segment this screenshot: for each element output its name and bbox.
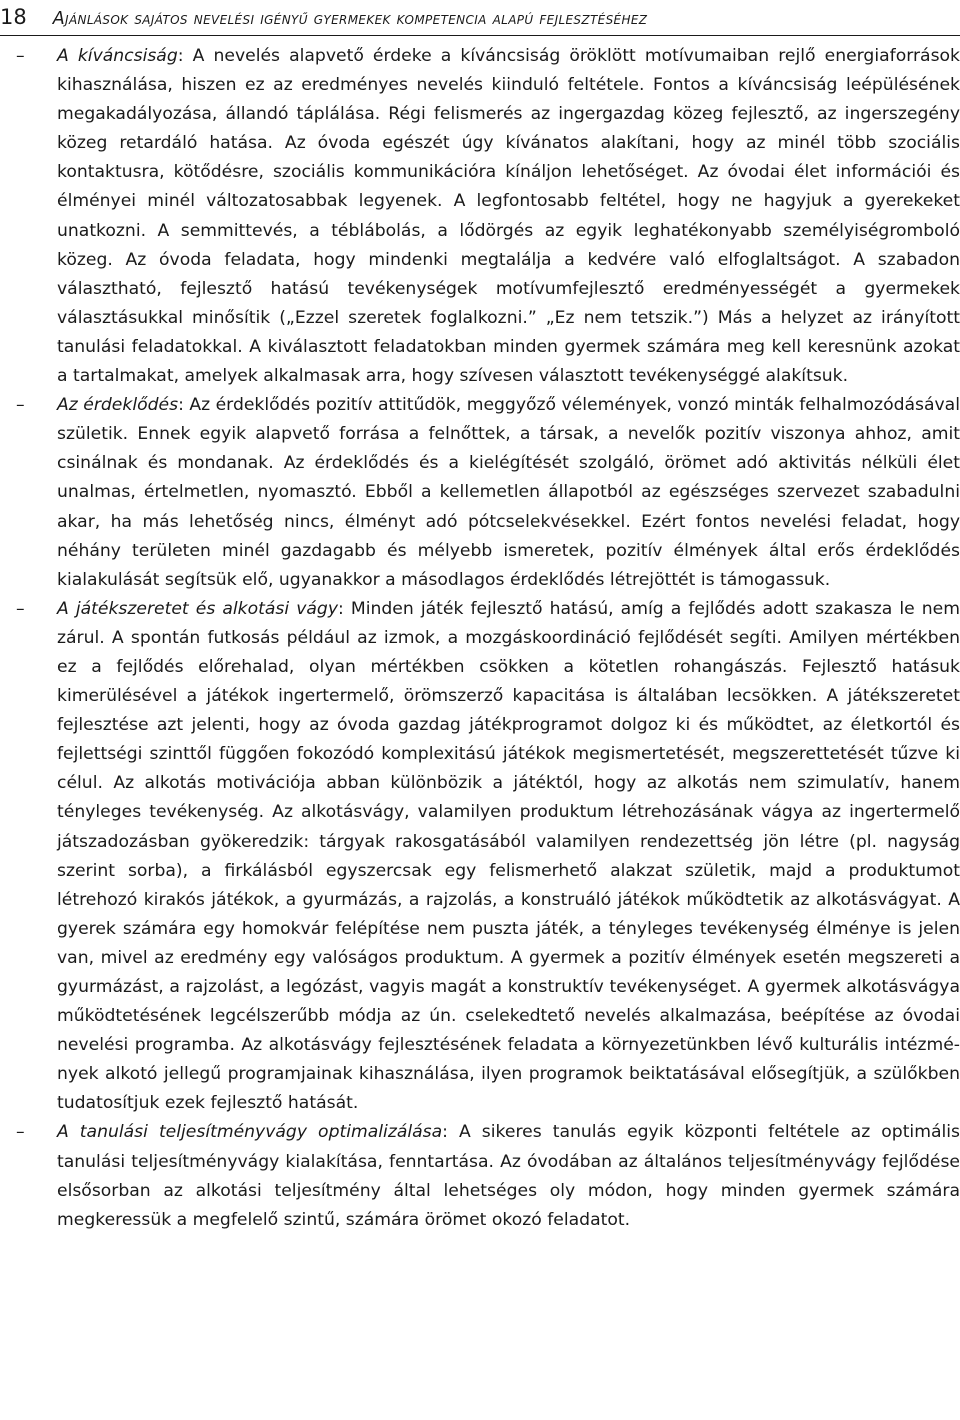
list-item-term: A tanulási teljesítményvágy optimalizálása bbox=[57, 1122, 443, 1143]
body-text bbox=[0, 42, 960, 1235]
dash-bullet: – bbox=[16, 598, 25, 619]
list-item-curiosity bbox=[0, 42, 960, 391]
list-item-term: Az érdeklődés bbox=[57, 395, 179, 416]
list-item-term: A kíváncsiság bbox=[57, 46, 178, 66]
list-item-interest bbox=[0, 391, 960, 595]
dash-bullet: – bbox=[16, 1122, 25, 1143]
list-item-term: A játékszeretet és alkotási vágy bbox=[57, 598, 339, 619]
list-item-text: : A nevelés alapvető érdeke a kíváncsiság öröklött motívumaiban rejlő energiaforrások kihasználása, hiszen ez az eredményes nevelés kiinduló feltétele. Fontos a kíváncsiság leépülésének megakadályozása, állandó táplálása. Régi felismerés az ingergazdag közeg fejlesztő, az ingerszegény közeg retardáló hatása. Az óvoda egészét úgy kívánatos alakítani, hogy az minél több szociális kontaktusra, kötődésre, szociális kommunikációra kínáljon lehetőséget. Az óvodai élet információi és élményei minél változatosabbak legyenek. A legfontosabb feltétel, hogy ne hagyjuk a gyerekeket unatkozni. A semmittevés, a téblábolás, a lődörgés az egyik leghatékonyabb személyiségromboló közeg. Az óvoda feladata, hogy mindenki megtalálja a kedvére való elfoglaltságot. A szabadon választható, fejlesztő hatású tevékenységek motívumfejlesztő eredményességét a gyermekek választásukkal minősítik („Ezzel szeretek foglalkozni.” „Ez nem tetszik.”) Más a helyzet az irányított tanulási feladatokkal. A kiválasztott feladatokban minden gyermek számára meg kell keresnünk azokat a tartalmakat, amelyek alkalmasak arra, hogy szívesen választott tevékenységgé alakítsuk. bbox=[57, 46, 960, 387]
page-number: 18 bbox=[0, 5, 27, 29]
list-item-text: : Az érdeklődés pozitív attitűdök, meggyőző vélemények, vonzó minták felhalmozódásával születik. Ennek egyik alapvető forrása a felnőttek, a társak, a nevelők pozitív viszonya ahhoz, amit csinálnak és mondanak. Az érdeklődés és a kielégítését szolgáló, örömet adó aktivitás nélküli élet unalmas, értelmetlen, nyomasztó. Ebből a kellemetlen állapotból az egészséges szervezet szabadulni akar, ha más lehetőség nincs, élményt adó pótcselekvésekkel. Ezért fontos nevelési feladat, hogy néhány területen minél gazdagabb és mélyebb ismeretek, pozitív élmények által erős érdeklődés kialakulását segítsük elő, ugyanakkor a másodlagos érdeklődés létrejöttét is támogassuk. bbox=[57, 395, 960, 590]
list-item-text: : Minden játék fejlesztő hatású, amíg a fejlődés adott szakasza le nem zárul. A spontán futkosás például az izmok, a mozgáskoordináció fejlődését segíti. Amilyen mértékben ez a fejlődés előrehalad, olyan mértékben csökken a kötetlen rohangászás. Fejlesztő hatásuk kimerülésével a játékok ingertermelő, örömszerző kapacitása is általában lecsökken. A játékszeretet fejlesztése azt jelenti, hogy az óvoda gazdag játékprogramot dolgoz ki és működtet, az életkortól és fejlettségi szinttől függően fokozódó komplexitású játékok megismertetését, megszerettetését tűzve ki célul. Az alkotás motivációja abban különbözik a játéktól, hogy az alkotás nem szimulatív, hanem tényleges tevékenység. Az alkotásvágy, valamilyen produktum létrehozásának vágya az ingertermelő játszadozásban gyökeredzik: tárgyak rakosgatásából valamilyen rendezettség jön létre (pl. nagyság szerint sorba), a firkálásból egyszercsak egy felismerhető alakzat születik, majd a produktumot létrehozó kirakós játékok, a gyurmázás, a rajzolás, a konstruáló játékok működtetik az alkotásvágyat. A gyerek számára egy homokvár felépítése nem puszta játék, a tényleges tevékenység élménye is jelen van, mivel az eredmény egy valóságos produktum. A gyermek a pozitív élmények esetén megszereti a gyurmázást, a rajzolást, a legózást, vagyis magát a konstruktív tevékenységet. A gyermek alkotásvágya működtetésének legcélszerűbb módja az ún. cselekedtető nevelés alkalmazása, beépítése az óvodai nevelési programba. Az alkotásvágy fejlesztésének feladata a környezetünkben lévő kulturális intézmények alkotó jellegű programjainak kihasználása, ilyen programok beiktatásával elősegítjük, a szülőkben tudatosítjuk ezek fejlesztő hatását. bbox=[57, 598, 960, 1114]
list-item-play-and-creation bbox=[0, 595, 960, 1119]
list-item-text: : A sikeres tanulás egyik központi feltétele az optimális tanulási teljesítményvágy kialakítása, fenntartása. Az óvodában az általános teljesítményvágy fejlődése elsősorban az alkotási teljesítmény által lehetséges oly módon, hogy minden gyermek számára megkeressük a megfelelő szintű, számára örömet okozó feladatot. bbox=[57, 1122, 960, 1230]
dash-bullet: – bbox=[16, 395, 25, 416]
running-header bbox=[0, 3, 960, 36]
dash-bullet: – bbox=[16, 46, 25, 66]
running-header-title: Ajánlások sajátos nevelési igényű gyermekek kompetencia alapú fejlesztéséhez bbox=[52, 9, 648, 29]
list-item-learning-achievement bbox=[0, 1118, 960, 1234]
